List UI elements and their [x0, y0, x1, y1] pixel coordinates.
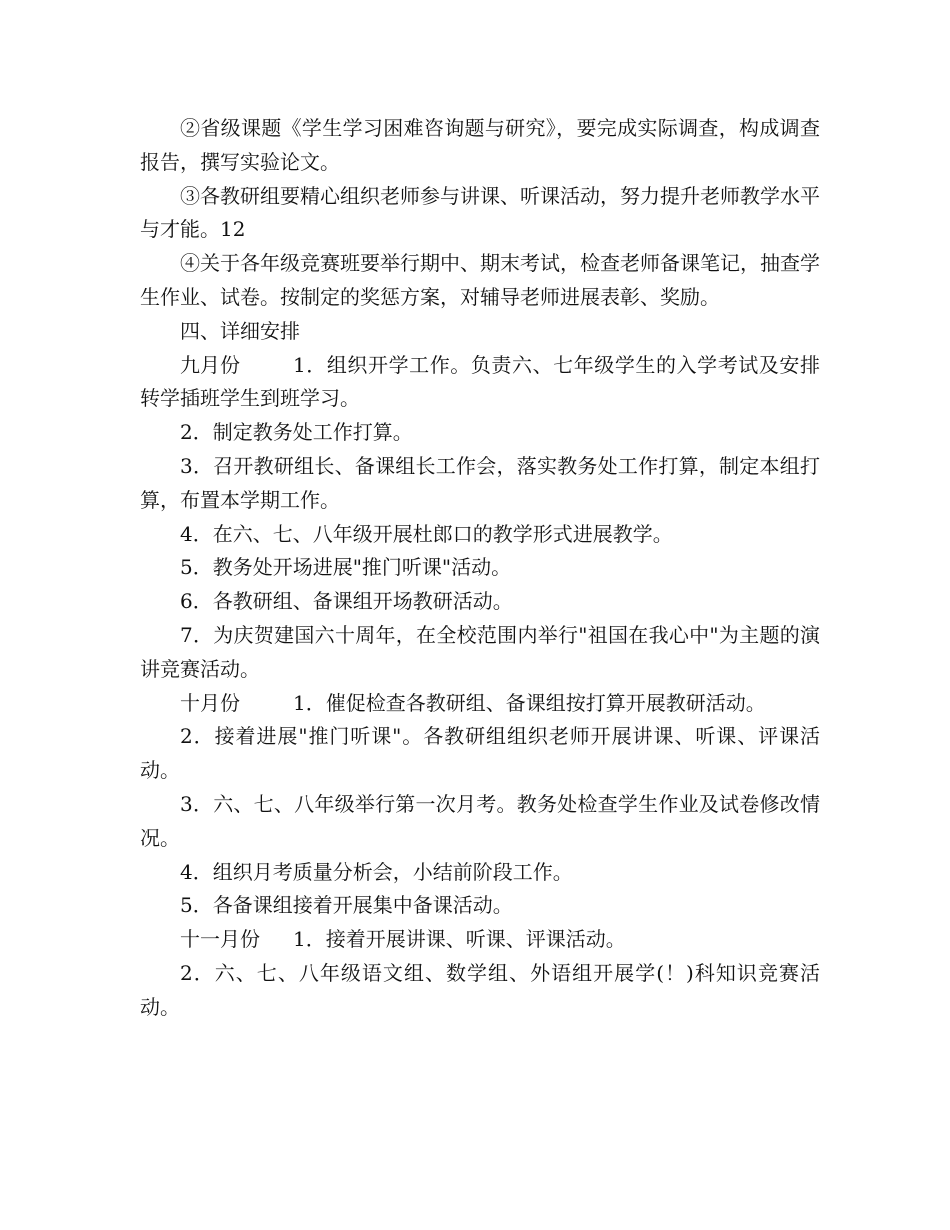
- paragraph-september-2: 2．制定教务处工作打算。: [180, 420, 413, 445]
- paragraph-october-3: 3．六、七、八年级举行第一次月考。教务处检查学生作业及试卷修改情况。: [140, 791, 820, 850]
- paragraph-november-1: 十一月份 1．接着开展讲课、听课、评课活动。: [140, 923, 820, 957]
- paragraph-september-6: 6．各教研组、备课组开场教研活动。: [180, 589, 513, 614]
- document-page: [140, 112, 820, 1025]
- month-label: 九月份: [180, 352, 240, 377]
- paragraph-september-7: 7．为庆贺建国六十周年，在全校范围内举行"祖国在我心中"为主题的演讲竞赛活动。: [140, 622, 820, 681]
- paragraph-teaching-research: ③各教研组要精心组织老师参与讲课、听课活动，努力提升老师教学水平与才能。12: [140, 183, 820, 242]
- paragraph-september-4: 4．在六、七、八年级开展杜郎口的教学形式进展教学。: [180, 521, 673, 546]
- month-label: 十月份: [180, 690, 240, 715]
- paragraph-provincial-topic: ②省级课题《学生学习困难咨询题与研究》，要完成实际调查，构成调查报告，撰写实验论文。: [140, 116, 820, 174]
- paragraph-october-4: 4．组织月考质量分析会，小结前阶段工作。: [180, 859, 573, 884]
- month-label: 十一月份: [180, 927, 260, 952]
- paragraph-competition-class: ④关于各年级竞赛班要举行期中、期末考试，检查老师备课笔记，抽查学生作业、试卷。按制定的奖惩方案，对辅导老师进展表彰、奖励。: [140, 251, 820, 309]
- paragraph-september-5: 5．教务处开场进展"推门听课"活动。: [180, 555, 512, 580]
- paragraph-november-2: 2．六、七、八年级语文组、数学组、外语组开展学(！)科知识竞赛活动。: [140, 960, 820, 1019]
- section-heading: 四、详细安排: [180, 318, 300, 343]
- paragraph-october-1: 十月份 1．催促检查各教研组、备课组按打算开展教研活动。: [140, 687, 820, 721]
- paragraph-october-2: 2．接着进展"推门听课"。各教研组组织老师开展讲课、听课、评课活动。: [140, 724, 820, 783]
- paragraph-september-1: 九月份 1．组织开学工作。负责六、七年级学生的入学考试及安排转学插班学生到班学习。: [140, 349, 820, 417]
- paragraph-september-3: 3．召开教研组长、备课组长工作会，落实教务处工作打算，制定本组打算，布置本学期工作。: [140, 453, 820, 512]
- paragraph-october-5: 5．各备课组接着开展集中备课活动。: [180, 893, 513, 918]
